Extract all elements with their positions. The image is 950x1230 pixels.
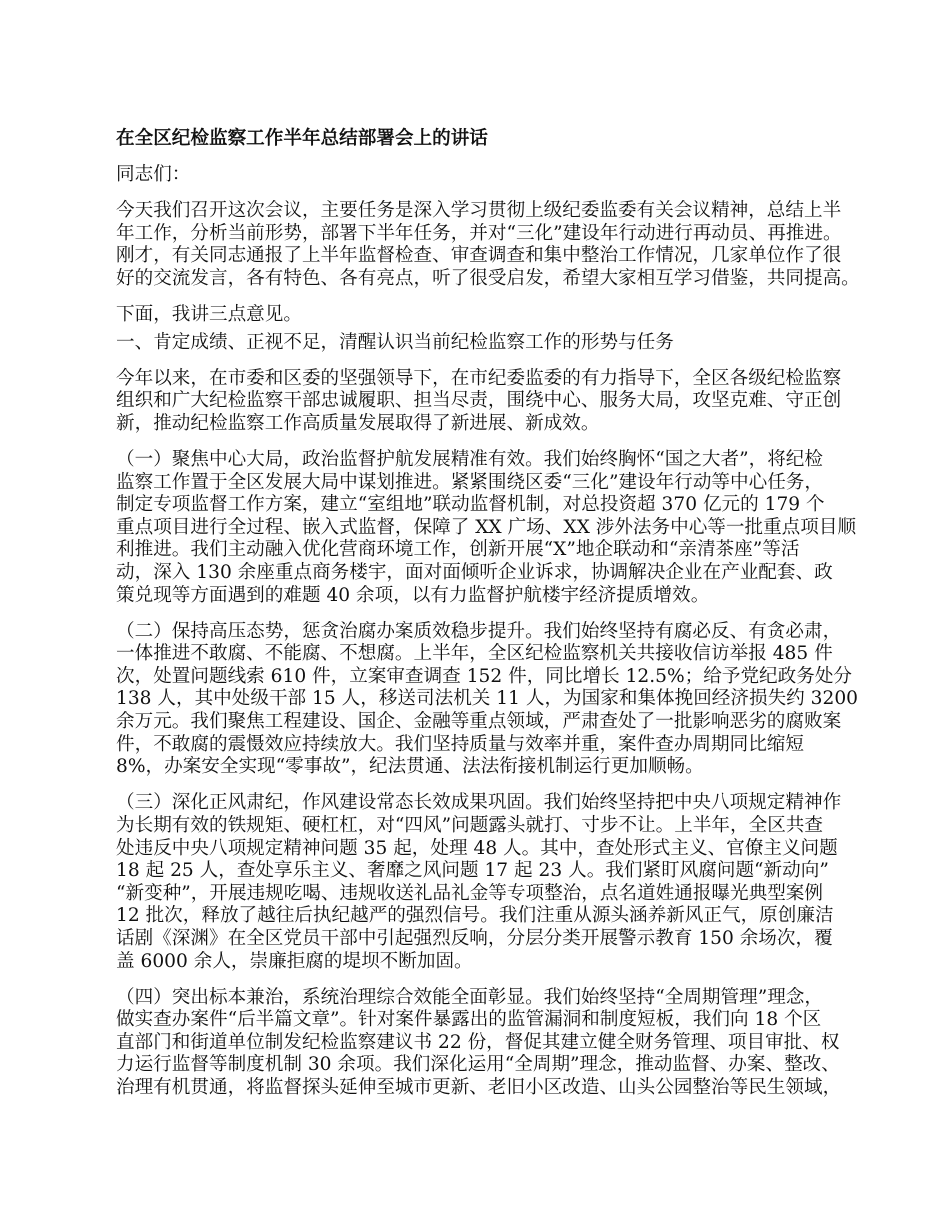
text-line: 盖 6000 余人，崇廉拒腐的堤坝不断加固。 [116,950,473,972]
text-line: （三）深化正风肃纪，作风建设常态长效成果巩固。我们始终坚持把中央八项规定精神作 [116,792,842,814]
text-line: 今年以来，在市委和区委的坚强领导下，在市纪委监委的有力指导下，全区各级纪检监察 [116,367,842,389]
text-line: 12 批次，释放了越往后执纪越严的强烈信号。我们注重从源头涵养新风正气，原创廉洁 [116,905,834,927]
title-text: 在全区纪检监察工作半年总结部署会上的讲话 [116,128,488,149]
text-line: 组织和广大纪检监察干部忠诚履职、担当尽责，围绕中心、服务大局，攻坚克难、守正创 [116,390,842,412]
text-line: （二）保持高压态势，惩贪治腐办案质效稳步提升。我们始终坚持有腐必反、有贪必肃， [116,620,842,642]
text-line: 同志们： [116,164,191,186]
text-line: 刚才，有关同志通报了上半年监督检查、审查调查和集中整治工作情况，几家单位作了很 [116,245,842,267]
paragraph [116,200,860,290]
text-line: 为长期有效的铁规矩、硬杠杠，对“四风”问题露头就打、寸步不让。上半年，全区共查 [116,814,823,836]
text-line: 制定专项监督工作方案，建立“室组地”联动监督机制，对总投资超 370 亿元的 179 个 [116,494,825,516]
text-line: 8%，办案安全实现“零事故”，纪法贯通、法法衔接机制运行更加顺畅。 [116,756,704,778]
document-title [116,128,846,151]
paragraph [116,987,846,1100]
salutation [116,164,846,187]
text-line: 重点项目进行全过程、嵌入式监督，保障了 XX 广场、XX 涉外法务中心等一批重点项目顺 [116,516,857,538]
text-line: 件，不敢腐的震慑效应持续放大。我们坚持质量与效率并重，案件查办周期同比缩短 [116,733,804,755]
text-line: 力运行监督等制度机制 30 余项。我们深化运用“全周期”理念，推动监督、办案、整改、 [116,1054,840,1076]
text-line: 治理有机贯通，将监督探头延伸至城市更新、老旧小区改造、山头公园整治等民生领域， [116,1076,842,1098]
text-line: 次，处置问题线索 610 件，立案审查调查 152 件，同比增长 12.5%；给予党纪政务处分 [116,665,853,687]
paragraph [116,368,846,436]
text-line: 一、肯定成绩、正视不足，清醒认识当前纪检监察工作的形势与任务 [116,331,674,353]
text-line: 利推进。我们主动融入优化营商环境工作，创新开展“X”地企联动和“亲清茶座”等活 [116,539,800,561]
text-line: 话剧《深渊》在全区党员干部中引起强烈反响，分层分类开展警示教育 150 余场次，覆 [116,927,833,949]
text-line: （四）突出标本兼治，系统治理综合效能全面彰显。我们始终坚持“全周期管理”理念， [116,986,823,1008]
text-line: （一）聚焦中心大局，政治监督护航发展精准有效。我们始终胸怀“国之大者”，将纪检 [116,449,823,471]
paragraph [116,304,846,327]
text-line: 处违反中央八项规定精神问题 35 起，处理 48 人。其中，查处形式主义、官僚主义问题 [116,837,838,859]
text-line: 好的交流发言，各有特色、各有亮点，听了很受启发，希望大家相互学习借鉴，共同提高。 [116,267,860,289]
text-line: 监察工作置于全区发展大局中谋划推进。紧紧围绕区委“三化”建设年行动等中心任务， [116,471,823,493]
paragraph [116,449,857,607]
text-line: 新，推动纪检监察工作高质量发展取得了新进展、新成效。 [116,412,600,434]
text-line: 直部门和街道单位制发纪检监察建议书 22 份，督促其建立健全财务管理、项目审批、权 [116,1031,840,1053]
document-body [116,128,860,1113]
paragraph [116,792,846,973]
text-line: 做实查办案件“后半篇文章”。针对案件暴露出的监管漏洞和制度短板，我们向 18 个区 [116,1009,822,1031]
text-line: 18 起 25 人，查处享乐主义、奢靡之风问题 17 起 23 人。我们紧盯风腐问题“新动向” [116,860,829,882]
section-heading [116,332,846,355]
paragraph [116,620,858,779]
text-line: 动，深入 130 余座重点商务楼宇，面对面倾听企业诉求，协调解决企业在产业配套、政 [116,562,833,583]
text-line: 年工作，分析当前形势，部署下半年任务，并对“三化”建设年行动进行再动员、再推进。 [116,222,842,244]
text-line: 一体推进不敢腐、不能腐、不想腐。上半年，全区纪检监察机关共接收信访举报 485 件 [116,643,833,665]
text-line: 今天我们召开这次会议，主要任务是深入学习贯彻上级纪委监委有关会议精神，总结上半 [116,200,842,222]
text-line: “新变种”，开展违规吃喝、违规收送礼品礼金等专项整治，点名道姓通报曝光典型案例 [116,882,823,904]
text-line: 余万元。我们聚焦工程建设、国企、金融等重点领域，严肃查处了一批影响恶劣的腐败案 [116,711,842,733]
text-line: 138 人，其中处级干部 15 人，移送司法机关 11 人，为国家和集体挽回经济损失约 3200 [116,688,858,710]
paragraphs [116,164,860,1099]
text-line: 策兑现等方面遇到的难题 40 余项，以有力监督护航楼宇经济提质增效。 [116,584,710,606]
text-line: 下面，我讲三点意见。 [116,304,302,326]
